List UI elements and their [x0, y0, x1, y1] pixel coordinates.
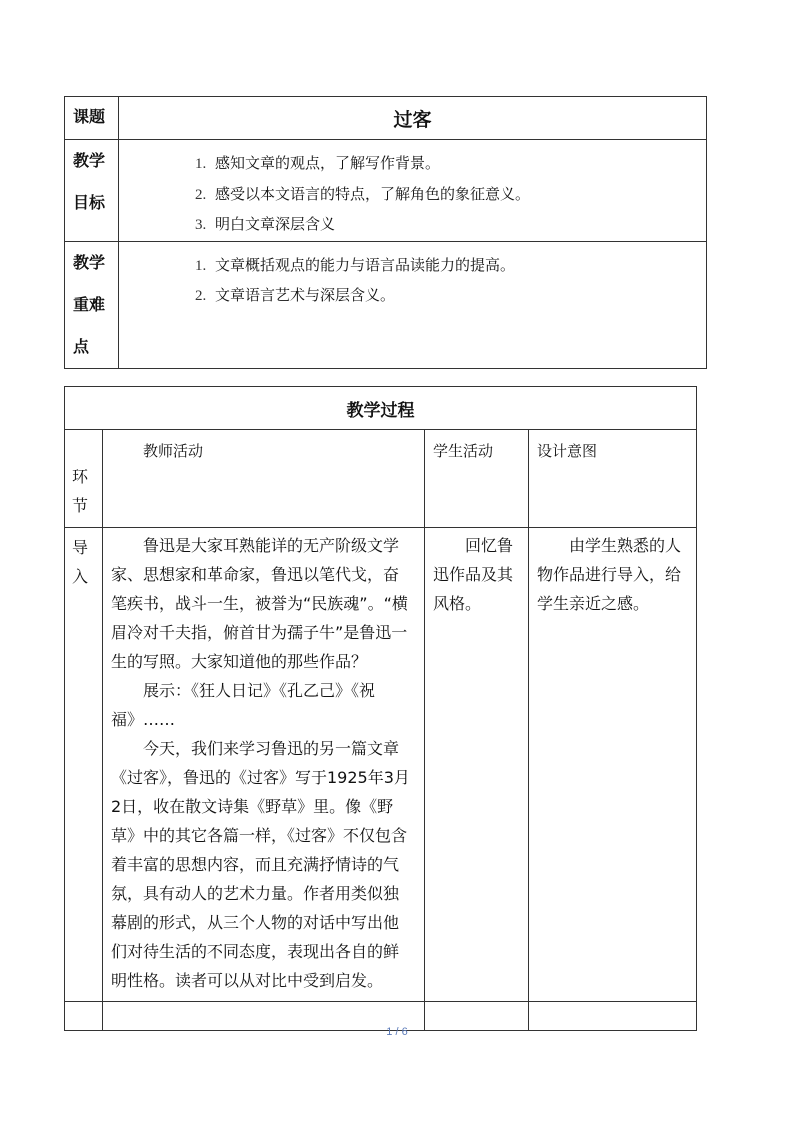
teacher-column-header: 教师活动 — [103, 430, 425, 528]
student-column-header: 学生活动 — [425, 430, 529, 528]
intent-cell — [529, 528, 697, 1002]
process-header: 教学过程 — [65, 387, 697, 430]
stage-line: 导 — [72, 538, 89, 557]
list-text: 感受以本文语言的特点，了解角色的象征意义。 — [215, 184, 531, 203]
list-number: 3. — [195, 217, 207, 233]
teacher-paragraph: 展示：《狂人日记》《孔乙己》《祝福》…… — [111, 681, 376, 729]
list-item — [119, 281, 706, 312]
key-label-line: 点 — [73, 336, 90, 356]
goals-label — [65, 140, 119, 242]
student-text: 回忆鲁迅作品及其风格。 — [433, 536, 514, 613]
list-item — [119, 251, 706, 282]
teaching-process-table — [64, 386, 697, 1031]
intent-text: 由学生熟悉的人物作品进行导入，给学生亲近之感。 — [537, 536, 682, 613]
teacher-paragraph: 今天，我们来学习鲁迅的另一篇文章《过客》，鲁迅的《过客》写于1925年3月2日，收在散文诗集《野草》里。像《野草》中的其它各篇一样，《过客》不仅包含着丰富的思想内容，而且充满抒情诗的气氛，具有动人的艺术力量。作者用类似独幕剧的形式，从三个人物的对话中写出他们对待生活的不同态度，表现出各自的鲜明性格。读者可以从对比中受到启发。 — [111, 739, 410, 990]
student-activity-cell — [425, 528, 529, 1002]
list-item — [119, 180, 706, 211]
list-number: 2. — [195, 288, 207, 304]
goals-list — [119, 140, 706, 241]
key-points-cell — [119, 241, 707, 368]
list-text: 文章语言艺术与深层含义。 — [215, 286, 396, 304]
list-text: 文章概括观点的能力与语言品读能力的提高。 — [215, 255, 516, 274]
list-number: 1. — [195, 257, 207, 274]
key-label-line: 教学 — [73, 252, 106, 272]
subject-label: 课题 — [65, 97, 119, 140]
key-points-label — [65, 241, 119, 368]
stage-column-header — [65, 430, 103, 528]
list-item — [119, 149, 706, 180]
goals-label-line: 教学 — [73, 151, 106, 170]
stage-line: 入 — [72, 567, 89, 586]
intent-column-header: 设计意图 — [529, 430, 697, 528]
list-number: 2. — [195, 186, 207, 203]
teacher-activity-cell — [103, 528, 425, 1002]
goals-label-line: 目标 — [73, 193, 106, 212]
key-label-line: 重难 — [73, 294, 106, 314]
goals-cell — [119, 140, 707, 242]
lesson-info-table — [64, 96, 707, 369]
list-item — [119, 210, 706, 241]
lesson-title: 过客 — [119, 97, 707, 140]
stage-cell — [65, 528, 103, 1002]
stage-header-line: 节 — [72, 496, 89, 515]
list-number: 1. — [195, 156, 207, 172]
teacher-paragraph: 鲁迅是大家耳熟能详的无产阶级文学家、思想家和革命家，鲁迅以笔代戈，奋笔疾书，战斗一生，被誉为“民族魂”。“横眉冷对千夫指，俯首甘为孺子牛”是鲁迅一生的写照。大家知道他的那些作品？ — [111, 536, 408, 671]
page-number: 1 / 6 — [386, 1026, 408, 1038]
list-text: 明白文章深层含义 — [215, 215, 336, 233]
key-points-list — [119, 242, 706, 312]
list-text: 感知文章的观点，了解写作背景。 — [215, 154, 441, 172]
stage-header-line: 环 — [72, 467, 89, 486]
